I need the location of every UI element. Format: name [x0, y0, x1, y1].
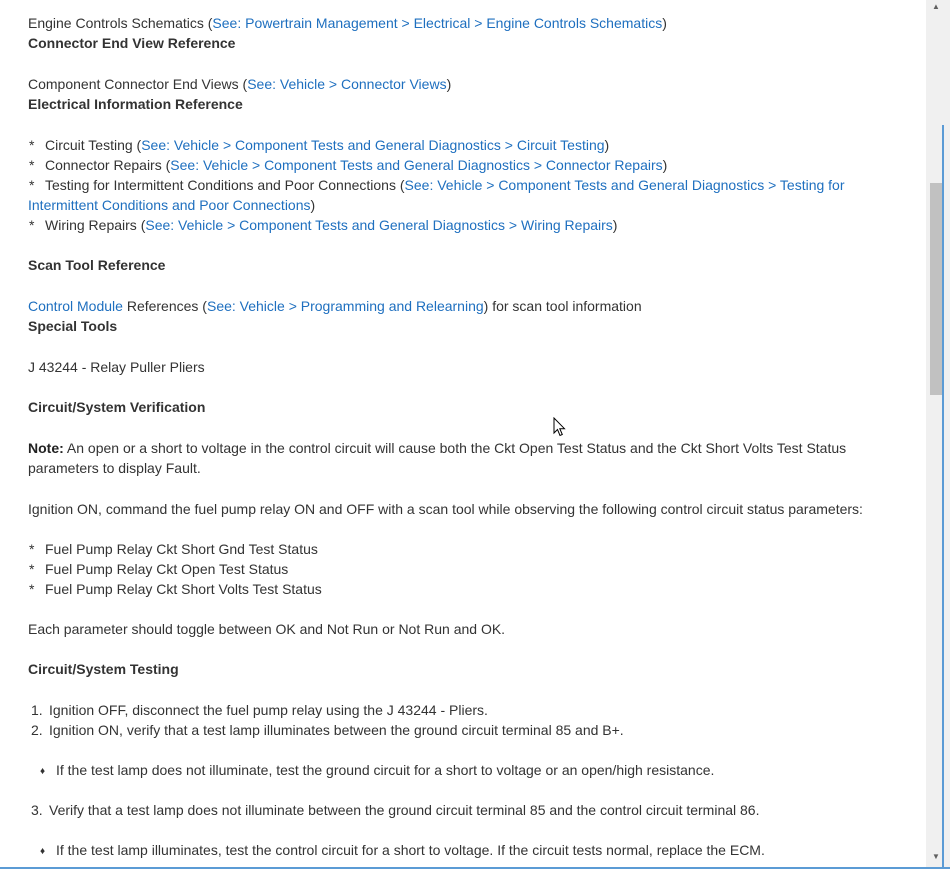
parameter-item: [28, 579, 322, 599]
item-prefix: Connector Repairs (: [45, 157, 171, 173]
scan-tool-reference: [28, 296, 642, 316]
item-suffix: ): [604, 137, 610, 153]
list-bullet: *: [29, 541, 35, 557]
engine-ref-suffix: ): [662, 15, 667, 31]
scroll-down-arrow-icon[interactable]: ▼: [932, 852, 940, 861]
parameter-text: Fuel Pump Relay Ckt Open Test Status: [45, 561, 289, 577]
step-number: 3.: [31, 802, 43, 818]
list-bullet: *: [29, 561, 35, 577]
diamond-bullet-icon: ♦: [40, 766, 46, 777]
vertical-scrollbar[interactable]: [926, 0, 950, 869]
note-paragraph: [28, 438, 888, 478]
item-suffix: ): [310, 197, 316, 213]
item-suffix: ): [612, 217, 618, 233]
item-suffix: ): [662, 157, 668, 173]
circuit-testing-link[interactable]: See: Vehicle > Component Tests and General Diagnostics > Circuit Testing: [141, 137, 605, 153]
list-item: [28, 155, 667, 175]
control-module-link[interactable]: Control Module: [28, 298, 123, 314]
list-item: [28, 135, 609, 155]
note-label: Note:: [28, 440, 64, 456]
step-item: [28, 720, 624, 740]
parameter-text: Fuel Pump Relay Ckt Short Volts Test Status: [45, 581, 322, 597]
item-prefix: Wiring Repairs (: [45, 217, 146, 233]
parameter-item: [28, 539, 318, 559]
step-text: Verify that a test lamp does not illuminate between the ground circuit terminal 85 and the control circuit terminal 86.: [49, 802, 760, 818]
item-prefix: Testing for Intermittent Conditions and Poor Connections (: [45, 177, 405, 193]
list-bullet: *: [29, 217, 35, 233]
list-item: [28, 175, 888, 215]
list-item: [28, 215, 617, 235]
step-number: 2.: [31, 722, 43, 738]
list-bullet: *: [29, 137, 35, 153]
sub-item-text: If the test lamp illuminates, test the control circuit for a short to voltage. If the circuit tests normal, replace the ECM.: [56, 842, 765, 858]
list-bullet: *: [29, 581, 35, 597]
wiring-repairs-link[interactable]: See: Vehicle > Component Tests and General Diagnostics > Wiring Repairs: [145, 217, 613, 233]
connector-views-link[interactable]: See: Vehicle > Connector Views: [247, 76, 447, 92]
verification-heading: Circuit/System Verification: [28, 399, 206, 415]
sub-item: [28, 840, 765, 862]
scrollbar-track-edge: [942, 125, 944, 869]
list-bullet: *: [29, 177, 35, 193]
programming-relearning-link[interactable]: See: Vehicle > Programming and Relearning: [206, 298, 484, 314]
engine-controls-schematics-link[interactable]: See: Powertrain Management > Electrical > Engine Controls Schematics: [212, 15, 663, 31]
intermittent-conditions-link[interactable]: See: Vehicle > Component Tests and General Diagnostics > Testing for Intermittent Conditions and Poor Connections: [28, 177, 845, 213]
electrical-heading: Electrical Information Reference: [28, 96, 243, 112]
connector-ref-suffix: ): [446, 76, 452, 92]
connector-repairs-link[interactable]: See: Vehicle > Component Tests and General Diagnostics > Connector Repairs: [170, 157, 663, 173]
connector-ref-prefix: Component Connector End Views (: [28, 76, 248, 92]
engine-ref-prefix: Engine Controls Schematics (: [28, 15, 213, 31]
step-text: Ignition OFF, disconnect the fuel pump relay using the J 43244 - Pliers.: [49, 702, 488, 718]
step-item: [28, 700, 488, 720]
connector-reference: [28, 74, 451, 94]
ignition-paragraph: Ignition ON, command the fuel pump relay ON and OFF with a scan tool while observing the following control circuit status parameters:: [28, 501, 863, 517]
special-tool-item: J 43244 - Relay Puller Pliers: [28, 359, 205, 375]
scan-ref-middle: References (: [122, 298, 207, 314]
item-prefix: Circuit Testing (: [45, 137, 142, 153]
note-text: An open or a short to voltage in the control circuit will cause both the Ckt Open Test Status and the Ckt Short Volts Test Status parameters to display Fault.: [28, 440, 847, 476]
scan-ref-suffix: ) for scan tool information: [483, 298, 642, 314]
toggle-paragraph: Each parameter should toggle between OK and Not Run or Not Run and OK.: [28, 621, 506, 637]
engine-controls-reference: [28, 13, 667, 33]
step-item: [28, 800, 760, 820]
mouse-pointer-icon: [553, 417, 567, 437]
sub-item: [28, 760, 714, 782]
parameter-text: Fuel Pump Relay Ckt Short Gnd Test Status: [45, 541, 318, 557]
list-bullet: *: [29, 157, 35, 173]
step-number: 1.: [31, 702, 43, 718]
scrollbar-thumb[interactable]: [930, 183, 942, 395]
parameter-item: [28, 559, 288, 579]
connector-heading: Connector End View Reference: [28, 35, 236, 51]
special-tools-heading: Special Tools: [28, 318, 118, 334]
scroll-up-arrow-icon[interactable]: ▲: [932, 2, 940, 11]
sub-item-text: If the test lamp does not illuminate, test the ground circuit for a short to voltage or an open/high resistance.: [56, 762, 715, 778]
testing-heading: Circuit/System Testing: [28, 661, 179, 677]
diamond-bullet-icon: ♦: [40, 846, 46, 857]
step-text: Ignition ON, verify that a test lamp illuminates between the ground circuit terminal 85 and B+.: [49, 722, 624, 738]
scan-tool-heading: Scan Tool Reference: [28, 257, 166, 273]
